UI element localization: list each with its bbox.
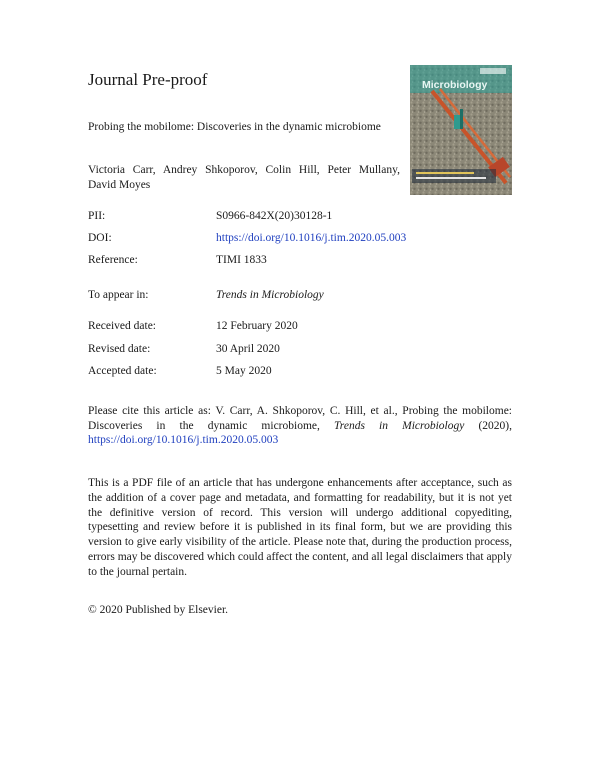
pii-label: PII: — [88, 210, 106, 222]
journal-cover-image — [410, 65, 512, 195]
citation-doi-link[interactable]: https://doi.org/10.1016/j.tim.2020.05.003 — [88, 434, 279, 447]
pii-value: S0966-842X(20)30128-1 — [216, 210, 333, 222]
citation-year: (2020), — [464, 419, 513, 432]
accepted-label: Accepted date: — [88, 365, 157, 377]
appear-label: To appear in: — [88, 289, 149, 301]
reference-value: TIMI 1833 — [216, 254, 267, 266]
citation-journal: Trends in Microbiology — [334, 419, 465, 432]
reference-label: Reference: — [88, 254, 138, 266]
disclaimer-paragraph: This is a PDF file of an article that has undergone enhancements after acceptance, such as the addition of a cover page and metadata, and formatting for readability, but it is not yet the definitive version of record. This version will undergo additional copyediting, typesetting and review before it is published in its final form, but we are providing this version to give early visibility of the article. Please note that, during the production process, errors may be discovered which could affect the content, and all legal disclaimers that apply to the journal pertain. — [88, 477, 512, 578]
authors-line-1: Victoria Carr, Andrey Shkoporov, Colin Hill, Peter Mullany, — [88, 164, 400, 176]
citation-paragraph — [88, 404, 512, 448]
received-value: 12 February 2020 — [216, 320, 298, 332]
article-title: Probing the mobilome: Discoveries in the dynamic microbiome — [88, 121, 381, 133]
appear-journal: Trends in Microbiology — [216, 289, 324, 301]
received-label: Received date: — [88, 320, 157, 332]
doi-link[interactable]: https://doi.org/10.1016/j.tim.2020.05.003 — [216, 232, 407, 244]
copyright-notice: © 2020 Published by Elsevier. — [88, 604, 229, 616]
revised-label: Revised date: — [88, 343, 151, 355]
authors-line-2: David Moyes — [88, 179, 151, 191]
author-list — [88, 163, 400, 193]
revised-value: 30 April 2020 — [216, 343, 280, 355]
accepted-value: 5 May 2020 — [216, 365, 272, 377]
cover-journal-name: Microbiology — [422, 79, 488, 91]
doi-label: DOI: — [88, 232, 112, 244]
journal-pre-proof-label: Journal Pre-proof — [88, 70, 208, 89]
citation-prefix: Please cite this article as: V. Carr, A. Shkoporov, C. Hill, et al., Probing the mobilome: Discoveries in the dynamic microbiome, — [88, 405, 512, 432]
